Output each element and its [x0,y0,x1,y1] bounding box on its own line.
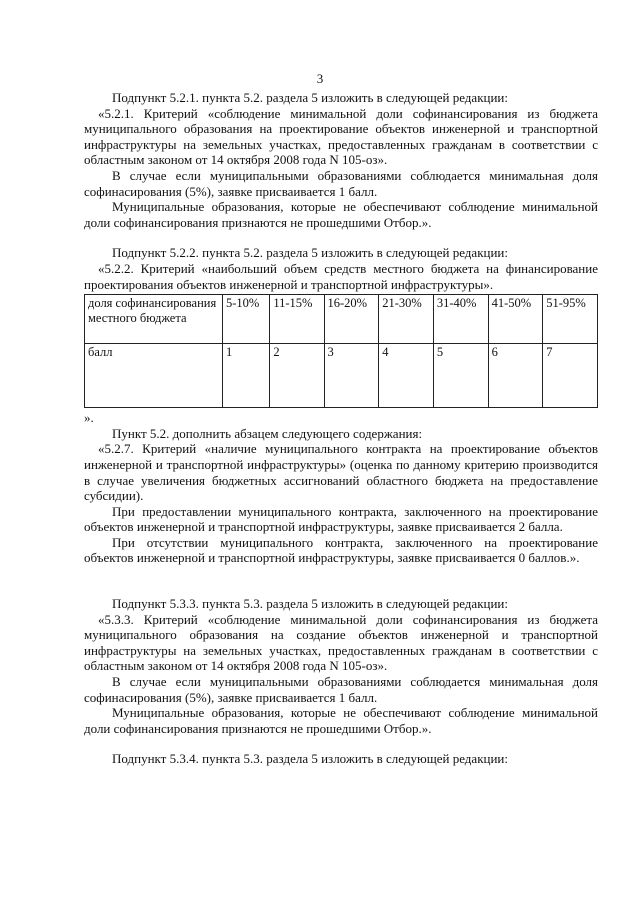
score-cell: 4 [379,344,434,408]
row-label-share: доля софинансирования местного бюджета [85,295,223,344]
amend-5-3-4-heading: Подпункт 5.3.4. пункта 5.3. раздела 5 изложить в следующей редакции: [112,751,508,767]
amend-5-2-1-heading: Подпункт 5.2.1. пункта 5.2. раздела 5 изложить в следующей редакции: [112,90,508,105]
amend-5-2-2-heading: Подпункт 5.2.2. пункта 5.2. раздела 5 изложить в следующей редакции: [112,245,508,261]
range-cell: 31-40% [433,295,488,344]
range-cell: 41-50% [488,295,543,344]
range-cell: 16-20% [324,295,379,344]
score-cell: 2 [270,344,324,408]
range-cell: 51-95% [543,295,598,344]
score-cell: 1 [223,344,270,408]
clause-5-2-7-text: «5.2.7. Критерий «наличие муниципального контракта на проектирование объектов инженерной и транспортной инфраструктуры» (оценка по данному критерию производится в случае увеличения бюджетных ассигнований областного бюджета на предоставление субсидии). [84,441,598,504]
cofinancing-score-table [84,294,598,408]
score-cell: 5 [433,344,488,408]
table-row [85,295,598,344]
table-row [85,344,598,408]
score-cell: 6 [488,344,543,408]
clause-5-2-1-text: «5.2.1. Критерий «соблюдение минимальной доли софинансирования из бюджета муниципального образования на проектирование объектов инженерной и транспортной инфраструктуры на земельных участках, предоставленных гражданам в соответствии с областным законом от 14 октября 2008 года N 105-оз». [84,105,598,168]
clause-5-3-3-score: В случае если муниципальными образованиями соблюдается минимальная доля софинасирования (5%), заявке присваивается 1 балл. [84,674,598,705]
clause-5-3-3-fail: Муниципальные образования, которые не обеспечивают соблюдение минимальной доли софинансирования признаются не прошедшими Отбор.». [84,705,598,736]
range-cell: 21-30% [379,295,434,344]
table-closing-quote: ». [84,410,94,426]
clause-5-2-7-with-contract: При предоставлении муниципального контракта, заключенного на проектирование объектов инженерной и транспортной инфраструктуры, заявке присваивается 2 балла. [84,503,598,535]
amend-5-2-heading: Пункт 5.2. дополнить абзацем следующего содержания: [112,425,423,441]
score-cell: 3 [324,344,379,408]
row-label-score: балл [85,344,223,408]
clause-5-2-1-fail: Муниципальные образования, которые не обеспечивают соблюдение минимальной доли софинансирования признаются не прошедшими Отбор.». [84,199,598,230]
score-cell: 7 [543,344,598,408]
clause-5-3-3-text: «5.3.3. Критерий «соблюдение минимальной доли софинансирования из бюджета муниципального образования на создание объектов инженерной и транспортной инфраструктуры на земельных участках, предоставленных гражданам в соответствии с областным законом от 14 октября 2008 года N 105-оз». [84,611,598,674]
page-number: 3 [316,71,324,86]
clause-5-2-7-without-contract: При отсутствии муниципального контракта, заключенного на проектирование объектов инженерной и транспортной инфраструктуры, заявке присваивается 0 баллов.». [84,534,598,566]
amend-5-3-3-heading: Подпункт 5.3.3. пункта 5.3. раздела 5 изложить в следующей редакции: [112,596,508,612]
range-cell: 5-10% [223,295,270,344]
range-cell: 11-15% [270,295,324,344]
clause-5-2-1-score: В случае если муниципальными образованиями соблюдается минимальная доля софинасирования (5%), заявке присваивается 1 балл. [84,167,598,199]
clause-5-2-2-text: «5.2.2. Критерий «наибольший объем средств местного бюджета на финансирование проектирования объектов инженерной и транспортной инфраструктуры». [84,260,598,292]
document-body [84,90,598,767]
